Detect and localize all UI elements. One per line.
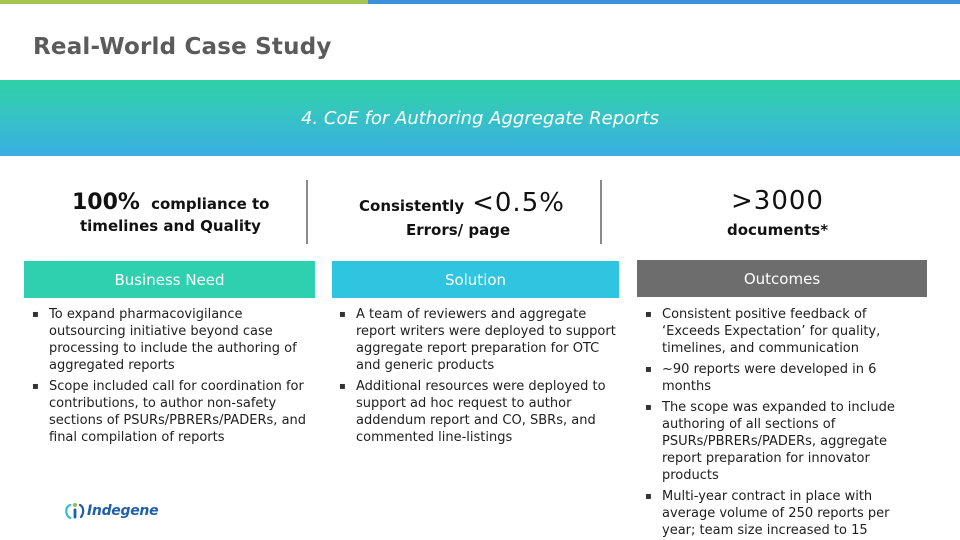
solution-list [339, 306, 623, 450]
bullet-icon: ▪ [32, 381, 39, 392]
stat-documents-sub: documents* [727, 221, 829, 239]
stat-documents-value: >3000 [731, 186, 824, 216]
bullet-icon: ▪ [339, 309, 346, 320]
indegene-logo [64, 501, 158, 521]
outcomes-item-4: Multi-year contract in place with average volume of 250 reports per year; team size increased to 15 [662, 489, 890, 538]
stat-errors-label: Consistently [359, 197, 465, 215]
solution-item-1: A team of reviewers and aggregate report writers were deployed to support aggregate report preparation for OTC and generic products [356, 307, 616, 373]
divider-2 [600, 180, 602, 244]
stat-errors-sub: Errors/ page [406, 221, 511, 239]
business-need-header: Business Need [24, 261, 315, 298]
bullet-icon: ▪ [32, 309, 39, 320]
divider-1 [306, 180, 308, 244]
logo-text: Indegene [87, 503, 159, 519]
bullet-icon: ▪ [645, 491, 652, 502]
list-item [339, 306, 623, 374]
slide-title: Real-World Case Study [33, 34, 332, 60]
list-item [645, 399, 913, 484]
outcomes-item-1: Consistent positive feedback of ‘Exceeds Expectation’ for quality, timelines, and communication [662, 307, 881, 356]
list-item [339, 378, 623, 446]
banner-title: 4. CoE for Authoring Aggregate Reports [300, 108, 659, 129]
bullet-icon: ▪ [339, 381, 346, 392]
stat-compliance-label: compliance to [151, 195, 270, 213]
list-item [32, 306, 316, 374]
list-item [645, 488, 913, 539]
bullet-icon: ▪ [645, 402, 652, 413]
list-item [645, 361, 913, 395]
outcomes-list [645, 306, 913, 540]
logo-mark-icon [64, 501, 86, 521]
top-accent-blue [368, 0, 960, 4]
stat-compliance-sub: timelines and Quality [80, 217, 261, 235]
bullet-icon: ▪ [645, 309, 652, 320]
outcomes-item-3: The scope was expanded to include authoring of all sections of PSURs/PBRERs/PADERs, aggregate report preparation for innovator products [662, 400, 895, 483]
stat-compliance-value: 100% [72, 190, 140, 215]
business-need-item-1: To expand pharmacovigilance outsourcing initiative beyond case processing to include the authoring of aggregated reports [49, 307, 297, 373]
solution-item-2: Additional resources were deployed to support ad hoc request to author addendum report and CO, SBRs, and commented line-listings [356, 379, 606, 445]
stat-compliance [72, 190, 269, 215]
business-need-item-2: Scope included call for coordination for contributions, to author non-safety sections of PSURs/PBRERs/PADERs, and final compilation of reports [49, 379, 307, 445]
business-need-list [32, 306, 316, 450]
stat-errors-value: <0.5% [472, 188, 565, 218]
bullet-icon: ▪ [645, 364, 652, 375]
top-accent-bar [0, 0, 960, 4]
outcomes-item-2: ~90 reports were developed in 6 months [662, 362, 877, 394]
stat-errors [359, 188, 565, 218]
top-accent-green [0, 0, 368, 4]
outcomes-header: Outcomes [637, 260, 927, 297]
list-item [32, 378, 316, 446]
list-item [645, 306, 913, 357]
solution-header: Solution [332, 261, 619, 298]
